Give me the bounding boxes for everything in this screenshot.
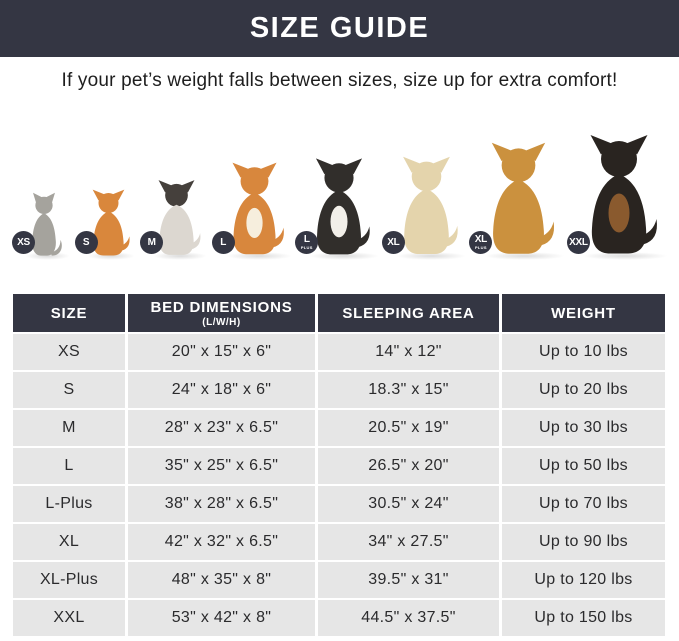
pets-row <box>0 104 679 264</box>
size-cell: XL <box>13 524 125 560</box>
weight-cell: Up to 30 lbs <box>502 410 665 446</box>
pet-figure-xl <box>387 154 461 258</box>
size-cell: XXL <box>13 600 125 636</box>
bed-dimensions-cell: 38" x 28" x 6.5" <box>128 486 315 522</box>
subtitle-text: If your pet’s weight falls between sizes, size up for extra comfort! <box>61 69 618 91</box>
weight-cell: Up to 70 lbs <box>502 486 665 522</box>
weight-cell: Up to 10 lbs <box>502 334 665 370</box>
size-cell: L-Plus <box>13 486 125 522</box>
size-badge-l: L <box>212 231 235 254</box>
sleeping-area-cell: 18.3" x 15" <box>318 372 499 408</box>
size-badge-xxl: XXL <box>567 231 590 254</box>
weight-cell: Up to 120 lbs <box>502 562 665 598</box>
sleeping-area-cell: 14" x 12" <box>318 334 499 370</box>
column-header-size: SIZE <box>13 294 125 332</box>
weight-cell: Up to 20 lbs <box>502 372 665 408</box>
subtitle-row <box>0 57 679 104</box>
sleeping-area-cell: 30.5" x 24" <box>318 486 499 522</box>
weight-cell: Up to 150 lbs <box>502 600 665 636</box>
column-header-weight: WEIGHT <box>502 294 665 332</box>
sleeping-area-cell: 20.5" x 19" <box>318 410 499 446</box>
column-header-sleeping-area: SLEEPING AREA <box>318 294 499 332</box>
banner <box>0 0 679 57</box>
size-badge-xl: XL <box>382 231 405 254</box>
bed-dimensions-cell: 53" x 42" x 8" <box>128 600 315 636</box>
size-table <box>13 294 665 636</box>
size-cell: S <box>13 372 125 408</box>
sleeping-area-cell: 44.5" x 37.5" <box>318 600 499 636</box>
pet-figure-s <box>82 188 132 258</box>
pet-figure-m <box>147 178 203 258</box>
bed-dimensions-cell: 48" x 35" x 8" <box>128 562 315 598</box>
sleeping-area-cell: 34" x 27.5" <box>318 524 499 560</box>
sleeping-area-cell: 26.5" x 20" <box>318 448 499 484</box>
bed-dimensions-cell: 24" x 18" x 6" <box>128 372 315 408</box>
size-cell: XL-Plus <box>13 562 125 598</box>
page-title: SIZE GUIDE <box>249 12 430 44</box>
size-badge-s: S <box>75 231 98 254</box>
weight-cell: Up to 50 lbs <box>502 448 665 484</box>
pet-figure-xs <box>17 192 66 258</box>
pet-figure-l <box>222 160 287 258</box>
size-badge-xl-plus: XL PLUS <box>469 231 492 254</box>
pet-figure-xl-plus <box>474 140 558 258</box>
bed-dimensions-cell: 42" x 32" x 6.5" <box>128 524 315 560</box>
sleeping-area-cell: 39.5" x 31" <box>318 562 499 598</box>
size-badge-m: M <box>140 231 163 254</box>
column-header-bed-dimensions: BED DIMENSIONS (L/W/H) <box>128 294 315 332</box>
size-badge-xs: XS <box>12 231 35 254</box>
bed-dimensions-cell: 35" x 25" x 6.5" <box>128 448 315 484</box>
weight-cell: Up to 90 lbs <box>502 524 665 560</box>
bed-dimensions-cell: 28" x 23" x 6.5" <box>128 410 315 446</box>
pet-figure-xxl <box>569 132 661 258</box>
size-cell: XS <box>13 334 125 370</box>
bed-dimensions-cell: 20" x 15" x 6" <box>128 334 315 370</box>
size-cell: L <box>13 448 125 484</box>
pet-figure-l-plus <box>300 156 373 258</box>
size-badge-l-plus: L PLUS <box>295 231 318 254</box>
size-cell: M <box>13 410 125 446</box>
